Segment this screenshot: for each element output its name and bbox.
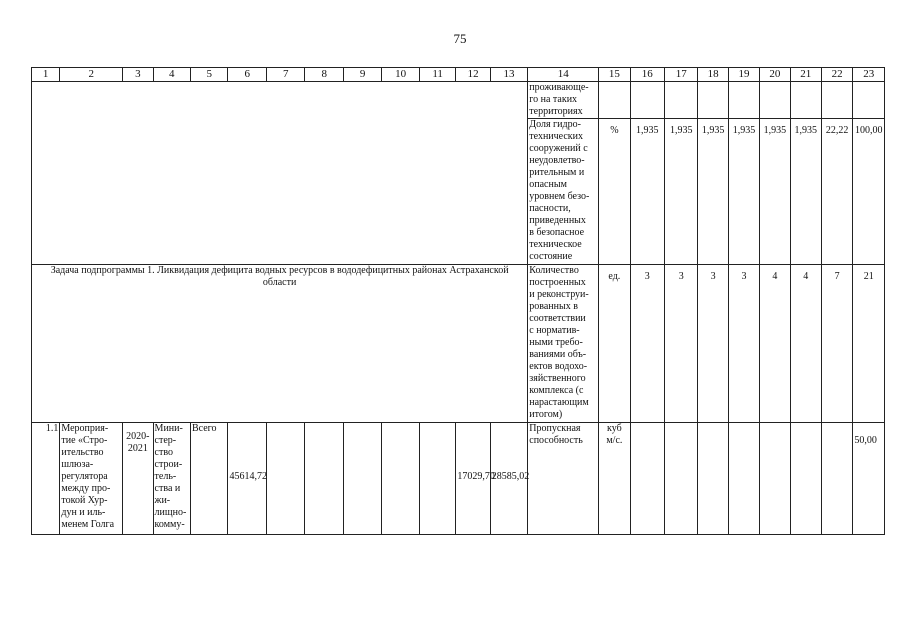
value-cell — [698, 82, 728, 119]
header-cell: 13 — [490, 68, 527, 82]
header-cell: 11 — [419, 68, 455, 82]
indicator-name — [528, 265, 599, 423]
value-cell: 1,935 — [790, 119, 821, 265]
item-number: 1.1 — [32, 423, 60, 535]
header-cell: 10 — [382, 68, 419, 82]
value-cell: 1,935 — [760, 119, 790, 265]
indicator-text: Доля гидро- технических сооружений с неудовлетво- рительным и опасным уровнем безо- пасности, приведенных в безопасное техническое состояние — [529, 119, 590, 262]
value-cell — [343, 423, 381, 535]
period-cell — [123, 423, 153, 535]
amount-cell: 28585,02 — [490, 423, 527, 535]
value-cell — [419, 423, 455, 535]
funding-source-cell: Всего — [191, 423, 228, 535]
value-cell — [853, 82, 885, 119]
header-cell: 14 — [528, 68, 599, 82]
header-row — [32, 68, 885, 82]
indicator-name — [528, 423, 599, 535]
header-cell: 21 — [790, 68, 821, 82]
measure-text: Мероприя- тие «Стро- ительство шлюза- регулятора между про- токой Хур- дун и иль- менем Голга — [61, 423, 115, 530]
program-table — [31, 67, 885, 535]
header-cell: 8 — [305, 68, 343, 82]
measure-name — [60, 423, 123, 535]
header-cell: 16 — [630, 68, 664, 82]
indicator-text: Пропускная способность — [529, 423, 583, 446]
table-row — [32, 265, 885, 423]
header-cell: 9 — [343, 68, 381, 82]
header-cell: 3 — [123, 68, 153, 82]
value-cell — [728, 82, 759, 119]
value-cell — [698, 423, 728, 535]
value-cell: 3 — [698, 265, 728, 423]
value-cell: 3 — [728, 265, 759, 423]
value-cell — [760, 82, 790, 119]
header-cell: 2 — [60, 68, 123, 82]
header-cell: 6 — [228, 68, 266, 82]
value-cell: 4 — [760, 265, 790, 423]
executor-cell — [153, 423, 190, 535]
header-cell: 17 — [665, 68, 698, 82]
value-cell — [266, 423, 304, 535]
unit-cell: ед. — [599, 265, 630, 423]
header-cell: 18 — [698, 68, 728, 82]
value-cell: 100,00 — [853, 119, 885, 265]
value-cell — [305, 423, 343, 535]
value-cell — [382, 423, 419, 535]
value-cell — [790, 82, 821, 119]
header-cell: 15 — [599, 68, 630, 82]
indicator-text: проживающе- го на таких территориях — [529, 82, 589, 117]
header-cell: 19 — [728, 68, 759, 82]
value-cell: 22,22 — [821, 119, 852, 265]
value-cell — [760, 423, 790, 535]
value-cell: 1,935 — [665, 119, 698, 265]
value-cell: 3 — [630, 265, 664, 423]
value-cell — [630, 423, 664, 535]
table-row — [32, 423, 885, 535]
total-amount-cell: 45614,72 — [228, 423, 266, 535]
header-cell: 12 — [456, 68, 490, 82]
period-text: 2020- 2021 — [126, 431, 150, 454]
value-cell — [665, 423, 698, 535]
value-cell — [665, 82, 698, 119]
header-cell: 4 — [153, 68, 190, 82]
table-row — [32, 82, 885, 119]
value-cell: 21 — [853, 265, 885, 423]
task-heading: Задача подпрограммы 1. Ликвидация дефицита водных ресурсов в вододефицитных районах Астраханской области — [32, 265, 528, 423]
unit-text: куб м/с. — [606, 423, 623, 446]
indicator-name — [528, 82, 599, 119]
value-cell — [728, 423, 759, 535]
indicator-name — [528, 119, 599, 265]
value-cell: 4 — [790, 265, 821, 423]
value-cell: 7 — [821, 265, 852, 423]
value-cell — [790, 423, 821, 535]
header-cell: 20 — [760, 68, 790, 82]
page-number: 75 — [453, 31, 467, 46]
value-cell: 1,935 — [698, 119, 728, 265]
unit-cell: % — [599, 119, 630, 265]
value-cell: 50,00 — [853, 423, 885, 535]
header-cell: 23 — [853, 68, 885, 82]
amount-cell: 17029,70 — [456, 423, 490, 535]
header-cell: 1 — [32, 68, 60, 82]
empty-merged-cell — [32, 82, 528, 265]
unit-cell — [599, 82, 630, 119]
value-cell — [821, 423, 852, 535]
header-cell: 22 — [821, 68, 852, 82]
unit-cell — [599, 423, 630, 535]
value-cell: 1,935 — [728, 119, 759, 265]
header-cell: 5 — [191, 68, 228, 82]
value-cell: 1,935 — [630, 119, 664, 265]
executor-text: Мини- стер- ство строи- тель- ства и жи- лищно- комму- — [154, 423, 187, 530]
value-cell — [630, 82, 664, 119]
value-cell: 3 — [665, 265, 698, 423]
header-cell: 7 — [266, 68, 304, 82]
value-cell — [821, 82, 852, 119]
indicator-text: Количество построенных и реконструи- рованных в соответствии с норматив- ными требо- ваниями объ- ектов водохо- зяйственного комплекса (с нарастающим итогом) — [529, 265, 589, 420]
